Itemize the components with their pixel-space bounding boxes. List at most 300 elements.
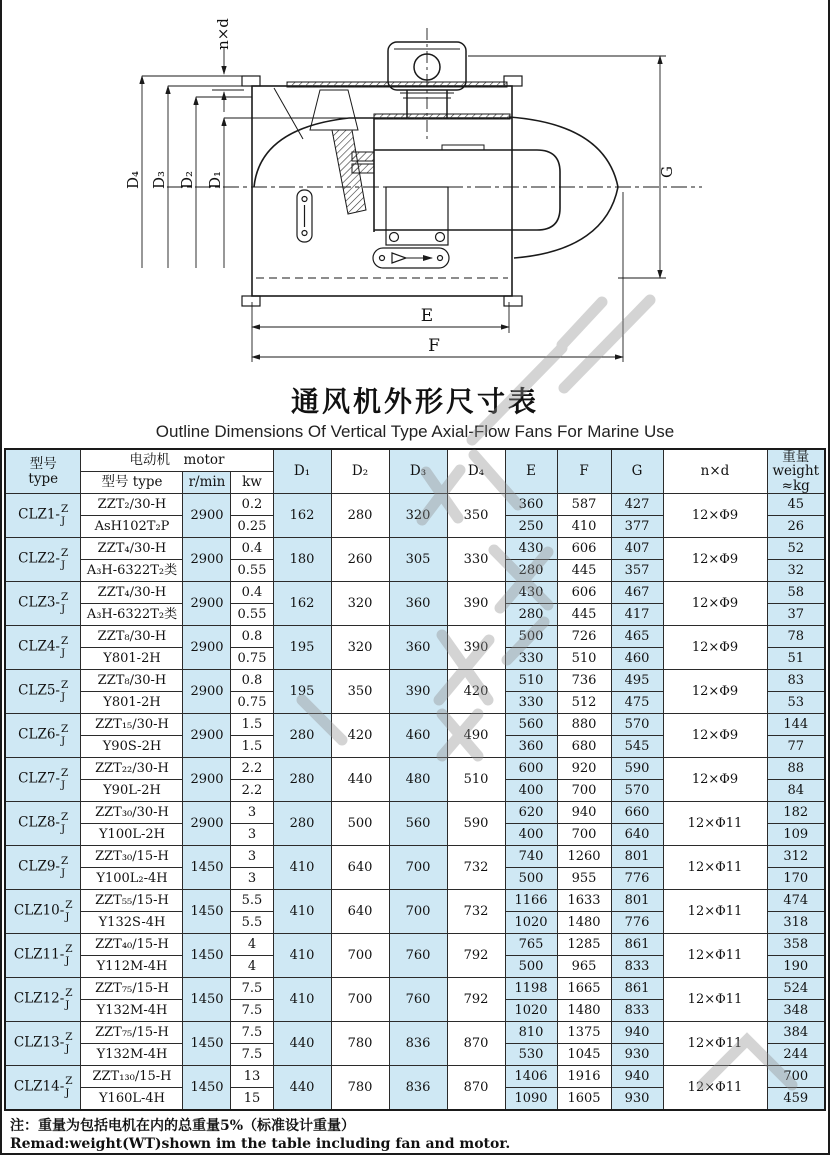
model-variants: Z J <box>61 503 69 527</box>
table-row <box>5 494 825 516</box>
cell-g-z: 590 <box>611 758 663 780</box>
cell-nxd: 12×Φ9 <box>663 670 767 714</box>
cell-motor-type-z: ZZT₄₀/15-H <box>81 934 183 956</box>
model-label: CLZ4- <box>18 639 60 655</box>
model-label: CLZ1- <box>18 507 60 523</box>
cell-weight-j: 170 <box>767 868 825 890</box>
model-variants: Z J <box>65 1031 73 1055</box>
model-label: CLZ2- <box>18 551 60 567</box>
cell-kw-j: 3 <box>231 824 273 846</box>
header-d2: D₂ <box>331 449 389 494</box>
cell-f-z: 1665 <box>557 978 611 1000</box>
model-label: CLZ14- <box>13 1079 65 1095</box>
cell-g-j: 570 <box>611 780 663 802</box>
dimension-lines <box>142 48 666 362</box>
cell-f-j: 445 <box>557 560 611 582</box>
cell-e-z: 430 <box>505 582 557 604</box>
cell-weight-j: 348 <box>767 1000 825 1022</box>
cell-weight-j: 53 <box>767 692 825 714</box>
cell-d1: 410 <box>273 846 331 890</box>
cell-model <box>5 934 81 978</box>
cell-d4: 330 <box>447 538 505 582</box>
cell-motor-type-j: Y801-2H <box>81 648 183 670</box>
cell-weight-z: 384 <box>767 1022 825 1044</box>
cell-f-j: 512 <box>557 692 611 714</box>
cell-rpm: 1450 <box>183 934 231 978</box>
cell-g-z: 407 <box>611 538 663 560</box>
impeller-section <box>287 82 510 214</box>
cell-e-z: 560 <box>505 714 557 736</box>
cell-d2: 280 <box>331 494 389 538</box>
cell-rpm: 2900 <box>183 758 231 802</box>
header-d3: D₃ <box>389 449 447 494</box>
cell-e-j: 500 <box>505 956 557 978</box>
fan-outline-drawing <box>2 0 830 378</box>
model-label: CLZ8- <box>18 815 60 831</box>
model-label: CLZ6- <box>18 727 60 743</box>
cell-f-j: 965 <box>557 956 611 978</box>
cell-e-z: 430 <box>505 538 557 560</box>
cell-d2: 700 <box>331 934 389 978</box>
cell-nxd: 12×Φ9 <box>663 582 767 626</box>
cell-d3: 760 <box>389 978 447 1022</box>
table-row <box>5 1066 825 1088</box>
model-variants: Z J <box>61 723 69 747</box>
cell-rpm: 1450 <box>183 1022 231 1066</box>
header-g: G <box>611 449 663 494</box>
cell-g-j: 930 <box>611 1044 663 1066</box>
model-label: CLZ10- <box>13 903 65 919</box>
cell-weight-j: 318 <box>767 912 825 934</box>
cell-e-j: 530 <box>505 1044 557 1066</box>
cell-weight-j: 32 <box>767 560 825 582</box>
cell-motor-type-z: ZZT₁₃₀/15-H <box>81 1066 183 1088</box>
cell-rpm: 2900 <box>183 494 231 538</box>
cell-g-z: 861 <box>611 934 663 956</box>
cell-d1: 280 <box>273 758 331 802</box>
cell-motor-type-j: Y801-2H <box>81 692 183 714</box>
cell-d3: 305 <box>389 538 447 582</box>
model-label: CLZ9- <box>18 859 60 875</box>
cell-g-z: 801 <box>611 846 663 868</box>
cell-model <box>5 582 81 626</box>
cell-g-j: 640 <box>611 824 663 846</box>
cell-d4: 420 <box>447 670 505 714</box>
cell-f-j: 1480 <box>557 912 611 934</box>
cell-model <box>5 714 81 758</box>
cell-model <box>5 538 81 582</box>
cell-kw-z: 5.5 <box>231 890 273 912</box>
cell-g-j: 460 <box>611 648 663 670</box>
cell-f-j: 700 <box>557 780 611 802</box>
cell-motor-type-z: ZZT₃₀/30-H <box>81 802 183 824</box>
cell-d3: 360 <box>389 582 447 626</box>
model-label: CLZ5- <box>18 683 60 699</box>
cell-rpm: 2900 <box>183 802 231 846</box>
cell-kw-j: 2.2 <box>231 780 273 802</box>
cell-motor-type-j: AsH102T₂P <box>81 516 183 538</box>
cell-nxd: 12×Φ9 <box>663 714 767 758</box>
cell-d4: 792 <box>447 978 505 1022</box>
cell-kw-j: 0.55 <box>231 560 273 582</box>
cell-f-j: 510 <box>557 648 611 670</box>
cell-motor-type-z: ZZT₄/30-H <box>81 582 183 604</box>
model-label: CLZ13- <box>13 1035 65 1051</box>
cell-d3: 836 <box>389 1022 447 1066</box>
cell-motor-type-j: Y112M-4H <box>81 956 183 978</box>
cell-weight-j: 37 <box>767 604 825 626</box>
cell-kw-j: 7.5 <box>231 1000 273 1022</box>
header-d4: D₄ <box>447 449 505 494</box>
cell-weight-z: 52 <box>767 538 825 560</box>
table-row <box>5 890 825 912</box>
footnotes <box>10 1117 828 1153</box>
cell-d4: 732 <box>447 846 505 890</box>
cell-f-z: 1633 <box>557 890 611 912</box>
cell-motor-type-z: ZZT₃₀/15-H <box>81 846 183 868</box>
cell-weight-z: 83 <box>767 670 825 692</box>
cell-rpm: 2900 <box>183 714 231 758</box>
table-row <box>5 582 825 604</box>
cell-model <box>5 494 81 538</box>
cell-g-z: 861 <box>611 978 663 1000</box>
cell-d4: 390 <box>447 582 505 626</box>
cell-d2: 440 <box>331 758 389 802</box>
cell-d2: 320 <box>331 626 389 670</box>
cell-f-z: 587 <box>557 494 611 516</box>
cell-d1: 410 <box>273 890 331 934</box>
model-variants: Z J <box>65 899 73 923</box>
cell-d1: 162 <box>273 582 331 626</box>
cell-weight-j: 244 <box>767 1044 825 1066</box>
cell-e-j: 330 <box>505 648 557 670</box>
footnote-zh: 注：重量为包括电机在内的总重量5%（标准设计重量） <box>10 1118 356 1134</box>
cell-kw-z: 7.5 <box>231 978 273 1000</box>
cell-d4: 590 <box>447 802 505 846</box>
cell-d1: 440 <box>273 1066 331 1111</box>
cell-d2: 700 <box>331 978 389 1022</box>
cell-g-z: 940 <box>611 1022 663 1044</box>
dim-label-d3: D₃ <box>150 170 168 190</box>
cell-kw-z: 7.5 <box>231 1022 273 1044</box>
cell-d2: 640 <box>331 846 389 890</box>
cell-motor-type-j: Y132S-4H <box>81 912 183 934</box>
cell-weight-j: 84 <box>767 780 825 802</box>
cell-d3: 700 <box>389 890 447 934</box>
cell-rpm: 2900 <box>183 582 231 626</box>
dim-label-f: F <box>428 336 440 356</box>
cell-kw-j: 15 <box>231 1088 273 1111</box>
header-nxd: n×d <box>663 449 767 494</box>
dim-label-d1: D₁ <box>206 170 224 190</box>
cell-d3: 700 <box>389 846 447 890</box>
cell-e-z: 1198 <box>505 978 557 1000</box>
cell-motor-type-z: ZZT₅₅/15-H <box>81 890 183 912</box>
model-variants: Z J <box>61 635 69 659</box>
cell-g-j: 833 <box>611 956 663 978</box>
cell-e-z: 1166 <box>505 890 557 912</box>
cell-g-j: 417 <box>611 604 663 626</box>
model-variants: Z J <box>65 943 73 967</box>
cell-kw-j: 0.75 <box>231 692 273 714</box>
model-variants: Z J <box>61 679 69 703</box>
cell-d4: 390 <box>447 626 505 670</box>
cell-d4: 510 <box>447 758 505 802</box>
cell-kw-j: 0.55 <box>231 604 273 626</box>
cell-f-z: 606 <box>557 582 611 604</box>
table-row <box>5 802 825 824</box>
page-title: 通风机外形尺寸表 <box>290 385 539 418</box>
cell-d2: 260 <box>331 538 389 582</box>
cell-e-j: 360 <box>505 736 557 758</box>
cell-d3: 460 <box>389 714 447 758</box>
cell-e-z: 740 <box>505 846 557 868</box>
model-variants: Z J <box>61 547 69 571</box>
cell-motor-type-z: ZZT₂/30-H <box>81 494 183 516</box>
cell-f-z: 1260 <box>557 846 611 868</box>
cell-nxd: 12×Φ9 <box>663 758 767 802</box>
cell-weight-z: 182 <box>767 802 825 824</box>
cell-d2: 350 <box>331 670 389 714</box>
cell-model <box>5 758 81 802</box>
cell-rpm: 1450 <box>183 1066 231 1111</box>
cell-weight-z: 144 <box>767 714 825 736</box>
cell-d1: 195 <box>273 670 331 714</box>
table-row <box>5 934 825 956</box>
cell-nxd: 12×Φ9 <box>663 538 767 582</box>
cell-nxd: 12×Φ9 <box>663 626 767 670</box>
table-row <box>5 846 825 868</box>
header-f: F <box>557 449 611 494</box>
cell-kw-z: 3 <box>231 846 273 868</box>
cell-motor-type-j: A₃H-6322T₂类 <box>81 560 183 582</box>
cell-weight-z: 358 <box>767 934 825 956</box>
cell-motor-type-j: Y100L-2H <box>81 824 183 846</box>
table-body <box>5 494 825 1111</box>
header-motor: 电动机 motor <box>81 449 273 472</box>
cell-g-z: 467 <box>611 582 663 604</box>
cell-d3: 760 <box>389 934 447 978</box>
cell-kw-j: 0.25 <box>231 516 273 538</box>
cell-d4: 870 <box>447 1066 505 1111</box>
casing-details <box>297 187 449 268</box>
model-variants: Z J <box>61 591 69 615</box>
cell-e-j: 280 <box>505 560 557 582</box>
cell-f-j: 680 <box>557 736 611 758</box>
page-subtitle: Outline Dimensions Of Vertical Type Axial-Flow Fans For Marine Use <box>155 422 675 441</box>
cell-e-j: 1090 <box>505 1088 557 1111</box>
cell-motor-type-j: Y90S-2H <box>81 736 183 758</box>
cell-g-j: 833 <box>611 1000 663 1022</box>
cell-d4: 870 <box>447 1022 505 1066</box>
cell-kw-j: 3 <box>231 868 273 890</box>
cell-d3: 390 <box>389 670 447 714</box>
cell-d3: 480 <box>389 758 447 802</box>
cell-d1: 440 <box>273 1022 331 1066</box>
cell-rpm: 2900 <box>183 670 231 714</box>
dim-label-d2: D₂ <box>178 170 196 190</box>
header-e: E <box>505 449 557 494</box>
cell-e-j: 250 <box>505 516 557 538</box>
cell-g-z: 465 <box>611 626 663 648</box>
header-rpm: r/min <box>183 472 231 494</box>
cell-e-j: 330 <box>505 692 557 714</box>
cell-weight-z: 700 <box>767 1066 825 1088</box>
cell-g-z: 570 <box>611 714 663 736</box>
cell-e-z: 510 <box>505 670 557 692</box>
model-variants: Z J <box>65 1075 73 1099</box>
cell-e-z: 500 <box>505 626 557 648</box>
drawing-area <box>2 0 830 378</box>
cell-f-z: 1916 <box>557 1066 611 1088</box>
cell-weight-z: 312 <box>767 846 825 868</box>
cell-f-j: 1045 <box>557 1044 611 1066</box>
cell-nxd: 12×Φ9 <box>663 494 767 538</box>
cell-weight-z: 88 <box>767 758 825 780</box>
cell-f-j: 1480 <box>557 1000 611 1022</box>
cell-e-z: 810 <box>505 1022 557 1044</box>
cell-kw-z: 3 <box>231 802 273 824</box>
cell-kw-z: 4 <box>231 934 273 956</box>
cell-g-j: 776 <box>611 912 663 934</box>
header-d1: D₁ <box>273 449 331 494</box>
cell-motor-type-j: A₃H-6322T₂类 <box>81 604 183 626</box>
cell-motor-type-z: ZZT₇₅/15-H <box>81 978 183 1000</box>
model-label: CLZ11- <box>13 947 65 963</box>
model-variants: Z J <box>61 767 69 791</box>
cell-nxd: 12×Φ11 <box>663 934 767 978</box>
dim-label-nxd: n×d <box>214 18 232 50</box>
cell-e-j: 500 <box>505 868 557 890</box>
cell-d1: 195 <box>273 626 331 670</box>
cell-kw-j: 0.75 <box>231 648 273 670</box>
cell-rpm: 1450 <box>183 978 231 1022</box>
cell-motor-type-z: ZZT₈/30-H <box>81 670 183 692</box>
cell-weight-z: 78 <box>767 626 825 648</box>
centerlines <box>167 28 702 278</box>
cell-e-z: 620 <box>505 802 557 824</box>
cell-d2: 640 <box>331 890 389 934</box>
cell-motor-type-j: Y100L₂-4H <box>81 868 183 890</box>
cell-g-j: 357 <box>611 560 663 582</box>
cell-kw-j: 1.5 <box>231 736 273 758</box>
header-weight: 重量 weight ≈kg <box>767 449 825 494</box>
cell-model <box>5 626 81 670</box>
cell-d1: 162 <box>273 494 331 538</box>
dim-label-d4: D₄ <box>124 170 142 190</box>
table-header <box>5 449 825 494</box>
cell-model <box>5 846 81 890</box>
cell-d4: 490 <box>447 714 505 758</box>
cell-d4: 792 <box>447 934 505 978</box>
cell-motor-type-j: Y160L-4H <box>81 1088 183 1111</box>
cell-d4: 732 <box>447 890 505 934</box>
cell-weight-z: 58 <box>767 582 825 604</box>
header-motor-type: 型号 type <box>81 472 183 494</box>
cell-kw-j: 5.5 <box>231 912 273 934</box>
cell-kw-j: 7.5 <box>231 1044 273 1066</box>
cell-model <box>5 1022 81 1066</box>
cell-nxd: 12×Φ11 <box>663 1022 767 1066</box>
cell-e-z: 1406 <box>505 1066 557 1088</box>
cell-motor-type-z: ZZT₇₅/15-H <box>81 1022 183 1044</box>
table-row <box>5 670 825 692</box>
cell-rpm: 1450 <box>183 846 231 890</box>
header-kw: kw <box>231 472 273 494</box>
cell-e-j: 400 <box>505 780 557 802</box>
cell-motor-type-j: Y132M-4H <box>81 1044 183 1066</box>
cell-d2: 500 <box>331 802 389 846</box>
cell-d2: 780 <box>331 1022 389 1066</box>
header-type: 型号 type <box>5 449 81 494</box>
cell-g-j: 930 <box>611 1088 663 1111</box>
cell-d3: 836 <box>389 1066 447 1111</box>
cell-motor-type-z: ZZT₈/30-H <box>81 626 183 648</box>
cell-e-j: 1020 <box>505 912 557 934</box>
cell-f-j: 955 <box>557 868 611 890</box>
cell-f-z: 1375 <box>557 1022 611 1044</box>
cell-nxd: 12×Φ11 <box>663 802 767 846</box>
cell-motor-type-j: Y132M-4H <box>81 1000 183 1022</box>
cell-e-j: 400 <box>505 824 557 846</box>
cell-f-z: 736 <box>557 670 611 692</box>
dimensions-table <box>4 448 826 1111</box>
cell-motor-type-j: Y90L-2H <box>81 780 183 802</box>
cell-g-z: 940 <box>611 1066 663 1088</box>
cell-kw-z: 0.2 <box>231 494 273 516</box>
cell-model <box>5 670 81 714</box>
cell-motor-type-z: ZZT₂₂/30-H <box>81 758 183 780</box>
title-block <box>2 380 828 442</box>
cell-model <box>5 890 81 934</box>
cell-weight-z: 474 <box>767 890 825 912</box>
cell-f-z: 726 <box>557 626 611 648</box>
fan-casing <box>242 76 618 306</box>
cell-d3: 360 <box>389 626 447 670</box>
cell-model <box>5 978 81 1022</box>
cell-e-z: 765 <box>505 934 557 956</box>
cell-nxd: 12×Φ11 <box>663 846 767 890</box>
cell-kw-z: 13 <box>231 1066 273 1088</box>
cell-e-j: 280 <box>505 604 557 626</box>
cell-f-j: 410 <box>557 516 611 538</box>
cell-f-j: 700 <box>557 824 611 846</box>
cell-weight-z: 45 <box>767 494 825 516</box>
cell-f-z: 940 <box>557 802 611 824</box>
cell-kw-z: 0.4 <box>231 538 273 560</box>
cell-d2: 420 <box>331 714 389 758</box>
cell-kw-j: 4 <box>231 956 273 978</box>
cell-f-z: 880 <box>557 714 611 736</box>
cell-f-j: 445 <box>557 604 611 626</box>
model-label: CLZ12- <box>13 991 65 1007</box>
cell-nxd: 12×Φ11 <box>663 978 767 1022</box>
cell-d2: 780 <box>331 1066 389 1111</box>
model-label: CLZ7- <box>18 771 60 787</box>
cell-rpm: 1450 <box>183 890 231 934</box>
cell-g-z: 660 <box>611 802 663 824</box>
model-variants: Z J <box>65 987 73 1011</box>
cell-kw-z: 2.2 <box>231 758 273 780</box>
cell-f-z: 606 <box>557 538 611 560</box>
cell-d3: 560 <box>389 802 447 846</box>
cell-d1: 280 <box>273 714 331 758</box>
cell-d1: 180 <box>273 538 331 582</box>
cell-weight-j: 190 <box>767 956 825 978</box>
cell-g-j: 776 <box>611 868 663 890</box>
cell-e-z: 600 <box>505 758 557 780</box>
cell-d1: 410 <box>273 934 331 978</box>
